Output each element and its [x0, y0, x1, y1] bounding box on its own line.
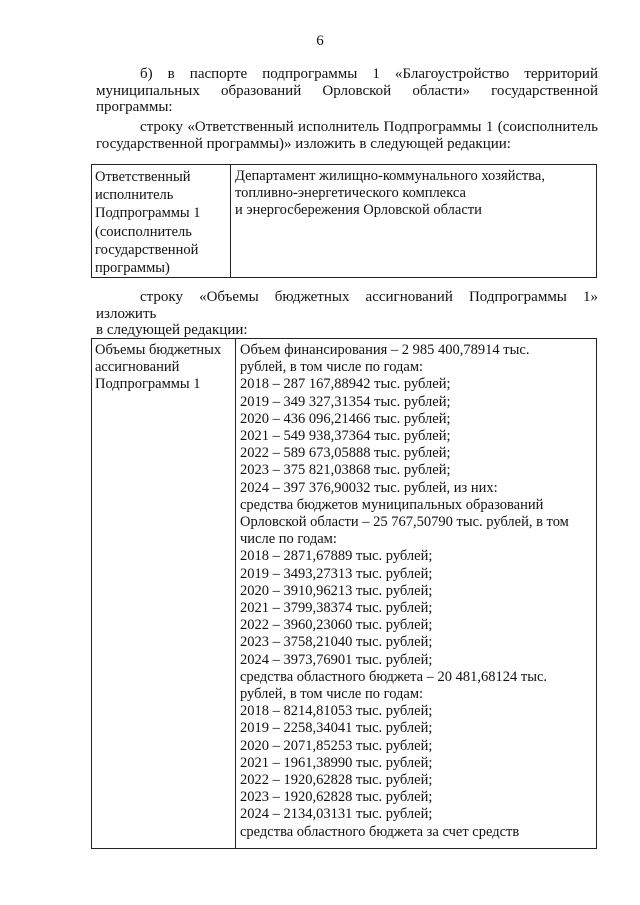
cell-line: 2024 – 397 376,90032 тыс. рублей, из них:	[240, 479, 498, 496]
cell-line: 2022 – 589 673,05888 тыс. рублей;	[240, 445, 451, 462]
cell-line: 2021 – 1961,38990 тыс. рублей;	[240, 754, 433, 771]
paragraph-line: строку «Объемы бюджетных ассигнований Подпрограммы 1» изложить	[96, 289, 598, 322]
cell-line: Подпрограммы 1	[95, 376, 201, 393]
paragraph-line: программы:	[96, 99, 173, 115]
cell-line: Ответственный	[95, 169, 191, 185]
cell-line: Объемы бюджетных	[95, 342, 222, 358]
paragraph-line: строку «Ответственный исполнитель Подпрограммы 1 (соисполнитель	[140, 119, 598, 135]
paragraph-line: в следующей редакции:	[96, 322, 248, 338]
cell-line: Подпрограммы 1	[95, 205, 201, 222]
paragraph-line: государственной программы)» изложить в следующей редакции:	[96, 135, 511, 152]
cell-line: 2022 – 1920,62828 тыс. рублей;	[240, 772, 433, 789]
cell-line: 2023 – 3758,21040 тыс. рублей;	[240, 634, 433, 651]
cell-line: 2021 – 549 938,37364 тыс. рублей;	[240, 428, 451, 445]
cell-line: 2023 – 1920,62828 тыс. рублей;	[240, 789, 433, 806]
budget-allocations-table	[91, 338, 597, 849]
cell-line: числе по годам:	[240, 531, 337, 548]
cell-line: исполнитель	[95, 187, 174, 204]
cell-line: программы)	[95, 260, 170, 277]
paragraph-line: б) в паспорте подпрограммы 1 «Благоустройство территорий	[140, 66, 598, 82]
cell-line: 2020 – 3910,96213 тыс. рублей;	[240, 582, 433, 599]
cell-line: топливно-энергетического комплекса	[235, 185, 466, 201]
cell-line: 2024 – 2134,03131 тыс. рублей;	[240, 806, 433, 823]
cell-line: Орловской области – 25 767,50790 тыс. рублей, в том	[240, 514, 569, 531]
table-label-cell	[92, 339, 236, 849]
cell-line: 2018 – 287 167,88942 тыс. рублей;	[240, 376, 451, 393]
cell-line: 2023 – 375 821,03868 тыс. рублей;	[240, 462, 451, 479]
page-number: 6	[316, 33, 324, 49]
cell-line: 2020 – 2071,85253 тыс. рублей;	[240, 737, 433, 754]
cell-line: средства областного бюджета за счет средств	[240, 823, 520, 840]
cell-line: рублей, в том числе по годам:	[240, 359, 424, 376]
cell-line: 2024 – 3973,76901 тыс. рублей;	[240, 651, 433, 668]
cell-line: рублей, в том числе по годам:	[240, 686, 424, 703]
cell-line: (соисполнитель	[95, 223, 192, 240]
cell-line: 2021 – 3799,38374 тыс. рублей;	[240, 600, 433, 617]
cell-line: 2018 – 8214,81053 тыс. рублей;	[240, 703, 433, 720]
cell-line: 2018 – 2871,67889 тыс. рублей;	[240, 548, 433, 565]
paragraph-responsible-row	[96, 119, 598, 152]
cell-line: 2020 – 436 096,21466 тыс. рублей;	[240, 410, 451, 427]
cell-line: и энергосбережения Орловской области	[235, 202, 482, 218]
table-row	[92, 165, 597, 278]
table-value-cell	[231, 165, 597, 278]
table-value-cell	[236, 339, 597, 849]
responsible-executor-table	[91, 164, 597, 278]
cell-line: 2019 – 349 327,31354 тыс. рублей;	[240, 393, 451, 410]
cell-line: средства областного бюджета – 20 481,68124 тыс.	[240, 668, 548, 685]
table-label-cell	[92, 165, 231, 278]
cell-line: государственной	[95, 241, 199, 258]
cell-line: Департамент жилищно-коммунального хозяйства,	[235, 168, 545, 184]
paragraph-line: муниципальных образований Орловской области» государственной	[96, 82, 598, 99]
cell-line: ассигнований	[95, 359, 180, 376]
paragraph-budget-row	[96, 289, 598, 339]
paragraph-passport-intro	[96, 66, 598, 116]
cell-line: 2019 – 2258,34041 тыс. рублей;	[240, 720, 433, 737]
table-row	[92, 339, 597, 849]
cell-line: 2022 – 3960,23060 тыс. рублей;	[240, 617, 433, 634]
cell-line: средства бюджетов муниципальных образований	[240, 496, 544, 513]
cell-line: Объем финансирования – 2 985 400,78914 тыс.	[240, 342, 530, 358]
cell-line: 2019 – 3493,27313 тыс. рублей;	[240, 565, 433, 582]
